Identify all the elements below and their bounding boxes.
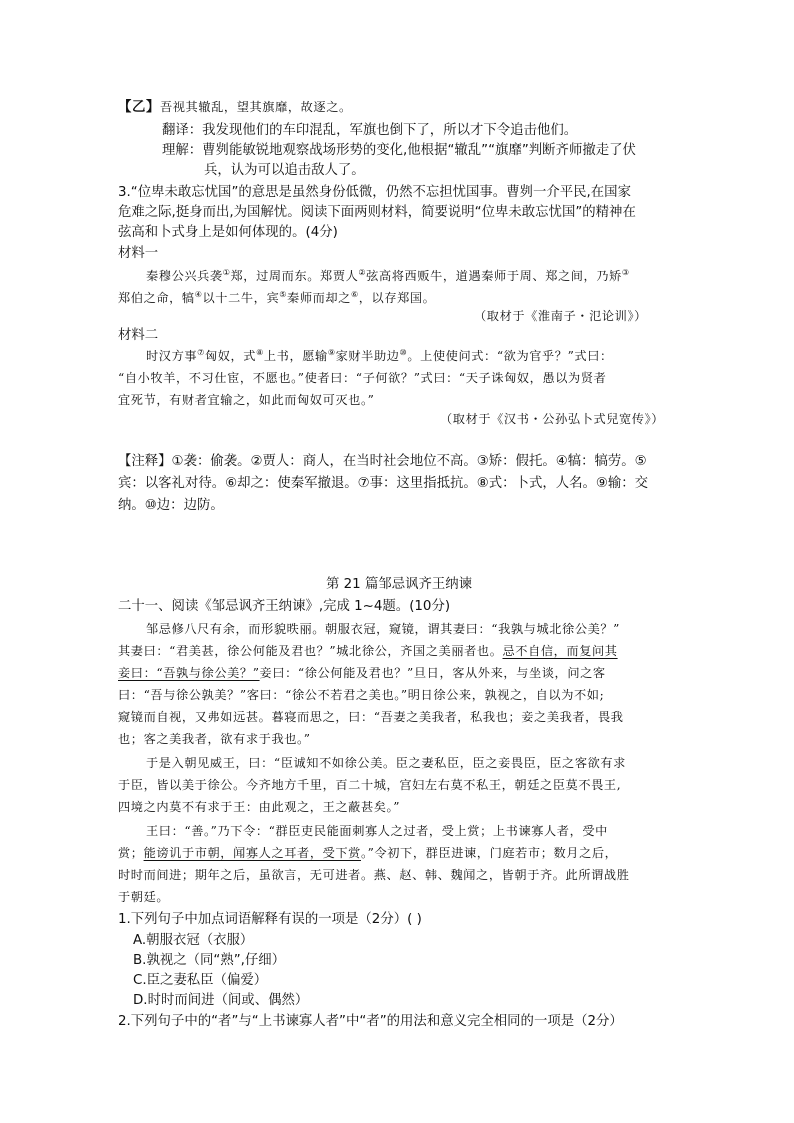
part-yi-quote: 吾视其辙乱，望其旗靡，故逐之。 xyxy=(159,100,352,114)
q3-line-1: 3.“位卑未敢忘忧国”的意思是虽然身份低微，仍然不忘担忧国事。曹刿一介平民,在国家 xyxy=(118,185,631,200)
q3-line-2: 危难之际,挺身而出,为国解忧。阅读下面两则材料，简要说明“位卑未敢忘忧国”的精神在 xyxy=(118,205,636,220)
part-yi-label: 【乙】 xyxy=(118,100,160,115)
part-yi-translation: 翻译：我发现他们的车印混乱，军旗也倒下了，所以才下令追击他们。 xyxy=(162,123,578,138)
material2-line-1 xyxy=(146,350,613,362)
q3-line-3: 弦高和卜式身上是如何体现的。(4分) xyxy=(118,225,338,240)
passage-line xyxy=(118,667,606,679)
material2-line-2: “自小牧羊，不习仕宦，不愿也。”使者曰：“子何欲？”式曰：“天子诛匈奴，愚以为贤者 xyxy=(118,371,607,385)
text-run: 秦穆公兴兵袭 xyxy=(146,269,223,283)
note-ref: ② xyxy=(358,268,367,277)
underlined-text: 能谤讥于市朝，闻寡人之耳者，受下赏 xyxy=(143,846,361,860)
question1-stem: 1.下列句子中加点词语解释有误的一项是（2分）( ) xyxy=(118,912,422,927)
underlined-text: 妾曰：“吾孰与徐公美？” xyxy=(118,666,260,680)
passage-line: 四境之内莫不有求于王：由此观之，王之蔽甚矣。” xyxy=(118,800,401,814)
note-ref: ⑦ xyxy=(197,348,205,357)
text-run: 。”令初下，群臣进谏，门庭若市；数月之后， xyxy=(360,846,618,860)
passage-line: 窥镜而自视，又弗如远甚。暮寝而思之，曰：“吾妻之美我者，私我也；妾之美我者，畏我 xyxy=(118,710,624,724)
text-run: 其妻曰：“君美甚，徐公何能及君也？”城北徐公，齐国之美丽者也。 xyxy=(118,644,503,658)
note-ref: ③ xyxy=(621,268,630,277)
text-run: 家财半助边 xyxy=(335,349,400,363)
text-run: 妾曰：“徐公何能及君也？”旦日，客从外来，与坐谈，问之客 xyxy=(259,666,606,680)
section-title: 第 21 篇邹忌讽齐王纳谏 xyxy=(326,577,473,592)
underlined-text: 忌不自信，而复问其 xyxy=(502,644,618,658)
passage-line: 于是入朝见威王，曰：“臣诚知不如徐公美。臣之妻私臣，臣之妾畏臣，臣之客欲有求 xyxy=(146,756,626,770)
note-ref: ⑨ xyxy=(327,348,336,357)
note-ref: ④ xyxy=(194,290,203,299)
passage-line: 曰：“吾与徐公孰美？”客曰：“徐公不若君之美也。”明日徐公来，孰视之，自以为不如; xyxy=(118,688,605,702)
passage-line: 于臣，皆以美于徐公。今齐地方千里，百二十城，宫妇左右莫不私王，朝廷之臣莫不畏王, xyxy=(118,778,622,792)
note-ref: ⑧ xyxy=(256,348,264,357)
question1-option-a: A.朝服衣冠（衣服） xyxy=(133,933,254,948)
material1-source: （取材于《淮南子・氾论训》） xyxy=(474,309,647,323)
notes-line-1: 【注释】①袭：偷袭。②贾人：商人，在当时社会地位不高。③矫：假托。④犒：犒劳。⑤ xyxy=(118,454,647,469)
passage-line: 于朝廷。 xyxy=(118,890,170,904)
passage-line xyxy=(118,645,618,657)
note-ref: ① xyxy=(222,268,231,277)
text-run: 秦师而却之 xyxy=(287,291,351,305)
part-yi-quote-line xyxy=(118,101,352,114)
question1-option-c: C.臣之妻私臣（偏爱） xyxy=(133,973,268,988)
text-run: 。上使使问式：“欲为官乎？”式曰： xyxy=(407,349,613,363)
note-ref: ⑥ xyxy=(350,290,359,299)
passage-line xyxy=(118,847,617,859)
text-run: 以十二牛，宾 xyxy=(202,291,280,305)
text-run: 郑，过周而东。郑贾人 xyxy=(230,269,359,283)
passage-line: 邹忌修八尺有余，而形貌昳丽。朝服衣冠，窥镜，谓其妻曰：“我孰与城北徐公美？” xyxy=(146,622,621,636)
passage-line: 也；客之美我者，欲有求于我也。” xyxy=(118,732,311,746)
material2-heading: 材料二 xyxy=(118,328,159,343)
passage-line: 时时而间进；期年之后，虽欲言，无可进者。燕、赵、韩、魏闻之，皆朝于齐。此所谓战胜 xyxy=(118,868,630,882)
text-run: 匈奴，式 xyxy=(204,349,257,363)
question2-stem: 2.下列句子中的“者”与“上书谏寡人者”中“者”的用法和意义完全相同的一项是（2分） xyxy=(118,1014,623,1029)
text-run: 时汉方事 xyxy=(146,349,198,363)
question1-option-b: B.孰视之（同“熟”,仔细） xyxy=(133,953,286,968)
material1-line-2 xyxy=(118,292,435,304)
text-run: 赏； xyxy=(118,846,144,860)
material2-source: （取材于《汉书・公孙弘卜式兒宽传》） xyxy=(440,412,665,426)
text-run: 上书，愿输 xyxy=(263,349,328,363)
part-yi-understanding-1: 理解：曹刿能敏锐地观察战场形势的变化,他根据“辙乱”“旗靡”判断齐师撤走了伏 xyxy=(162,143,636,158)
text-run: ，以存郑国。 xyxy=(358,291,436,305)
note-ref: ⑤ xyxy=(279,290,288,299)
material1-heading: 材料一 xyxy=(118,246,159,261)
material2-line-3: 宜死节，有财者宜输之，如此而匈奴可灭也。” xyxy=(118,393,375,407)
text-run: 弦高将西贩牛，道遇秦师于周、郑之间，乃矫 xyxy=(366,269,622,283)
text-run: 郑伯之命，犒 xyxy=(118,291,195,305)
material1-line-1 xyxy=(146,270,630,282)
note-ref: ⑩ xyxy=(399,348,408,357)
part-yi-understanding-2: 兵，认为可以追击敌人了。 xyxy=(204,163,365,178)
notes-line-2: 宾：以客礼对待。⑥却之：使秦军撤退。⑦事：这里指抵抗。⑧式：卜式，人名。⑨输：交 xyxy=(118,476,649,491)
notes-line-3: 纳。⑩边：边防。 xyxy=(118,498,224,513)
question1-option-d: D.时时而间进（间或、偶然） xyxy=(133,993,309,1008)
section-intro: 二十一、阅读《邹忌讽齐王纳谏》,完成 1~4题。(10分) xyxy=(118,599,451,614)
passage-line: 王曰：“善。”乃下令：“群臣吏民能面刺寡人之过者，受上赏；上书谏寡人者，受中 xyxy=(146,824,608,838)
